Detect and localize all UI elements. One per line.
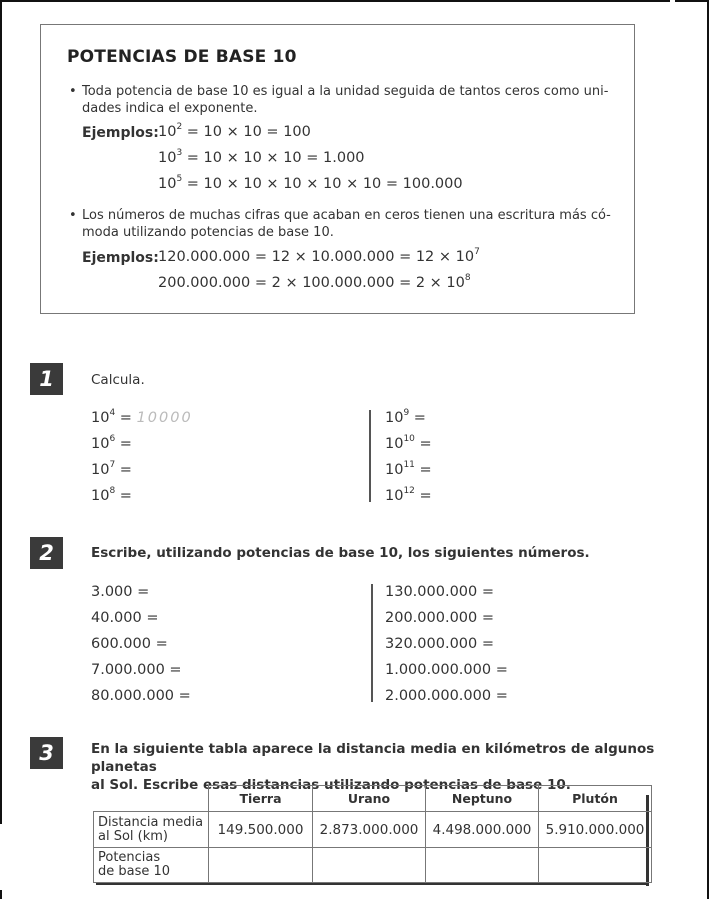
- table-header-pluton: Plutón: [539, 786, 652, 812]
- distance-cell: 4.498.000.000: [426, 812, 539, 848]
- examples-label: Ejemplos:: [82, 125, 159, 141]
- distance-cell: 5.910.000.000: [539, 812, 652, 848]
- rule-bullet-1: • Toda potencia de base 10 es igual a la unidad seguida de tantos ceros como uni- dades indica el exponente.: [69, 84, 609, 116]
- example-line: $120.000.000 = 12 \times 10.000.000 = 12 \times 10^7$: [158, 247, 480, 265]
- table-header-neptuno: Neptuno: [426, 786, 539, 812]
- answer-cell[interactable]: [313, 848, 426, 883]
- exercise-item: 130.000.000 =: [385, 584, 495, 600]
- answer-cell[interactable]: [539, 848, 652, 883]
- bullet-icon: •: [69, 84, 77, 99]
- exercise-item: $10^{10}$ =: [385, 434, 432, 452]
- exercise-item: $10^4 = 10000$: [91, 408, 193, 426]
- distance-cell: 149.500.000: [209, 812, 313, 848]
- exercise-item: 80.000.000 =: [91, 688, 191, 704]
- exercise-item: $10^8$ =: [91, 486, 132, 504]
- example-line: $200.000.000 = 2 \times 100.000.000 = 2 \times 10^8$: [158, 273, 471, 291]
- row-header-powers: Potencias de base 10: [94, 848, 209, 883]
- examples-label: Ejemplos:: [82, 250, 159, 266]
- exercise-item: 600.000 =: [91, 636, 168, 652]
- page-frame-left: [0, 0, 2, 824]
- exercise-item: 200.000.000 =: [385, 610, 495, 626]
- info-box-title: POTENCIAS DE BASE 10: [67, 47, 297, 67]
- page-frame-left: [0, 890, 2, 899]
- exercise-item: 2.000.000.000 =: [385, 688, 508, 704]
- exercise-number-badge: 1: [30, 363, 63, 395]
- row-header-distance: Distancia media al Sol (km): [94, 812, 209, 848]
- page-frame-top: [675, 0, 709, 2]
- column-divider: [369, 410, 371, 502]
- exercise-instruction: Calcula.: [91, 372, 145, 388]
- exercise-item: $10^9$ =: [385, 408, 426, 426]
- planets-distance-table: [93, 785, 652, 883]
- exercise-item: $10^7$ =: [91, 460, 132, 478]
- table-header-tierra: Tierra: [209, 786, 313, 812]
- distance-cell: 2.873.000.000: [313, 812, 426, 848]
- table-header-urano: Urano: [313, 786, 426, 812]
- exercise-item: 1.000.000.000 =: [385, 662, 508, 678]
- table-row: [94, 812, 652, 848]
- exercise-item: 7.000.000 =: [91, 662, 182, 678]
- exercise-instruction: Escribe, utilizando potencias de base 10, los siguientes números.: [91, 545, 590, 561]
- exercise-item: $10^6$ =: [91, 434, 132, 452]
- answer-cell[interactable]: [209, 848, 313, 883]
- exercise-item: $10^{12}$ =: [385, 486, 432, 504]
- handwritten-answer[interactable]: 10000: [136, 410, 193, 426]
- rule-bullet-2: • Los números de muchas cifras que acaban en ceros tienen una escritura más có- moda utilizando potencias de base 10.: [69, 208, 611, 240]
- example-line: $10^2 = 10 \times 10 = 100$: [158, 122, 311, 140]
- table-corner-cell: [94, 786, 209, 812]
- answer-cell[interactable]: [426, 848, 539, 883]
- exercise-instruction: En la siguiente tabla aparece la distancia media en kilómetros de algunos planetas al Sol. Escribe esas distancias utilizando potencias de base 10.: [91, 741, 655, 793]
- info-box: [40, 24, 635, 314]
- exercise-number-badge: 2: [30, 537, 63, 569]
- bullet-icon: •: [69, 208, 77, 223]
- example-line: $10^3 = 10 \times 10 \times 10 = 1.000$: [158, 148, 365, 166]
- page-frame-top: [0, 0, 670, 2]
- exercise-item: 320.000.000 =: [385, 636, 495, 652]
- column-divider: [371, 584, 373, 702]
- table-row: [94, 848, 652, 883]
- exercise-item: 3.000 =: [91, 584, 150, 600]
- exercise-item: $10^{11}$ =: [385, 460, 432, 478]
- example-line: $10^5 = 10 \times 10 \times 10 \times 10 \times 10 = 100.000$: [158, 174, 463, 192]
- exercise-number-badge: 3: [30, 737, 63, 769]
- exercise-item: 40.000 =: [91, 610, 159, 626]
